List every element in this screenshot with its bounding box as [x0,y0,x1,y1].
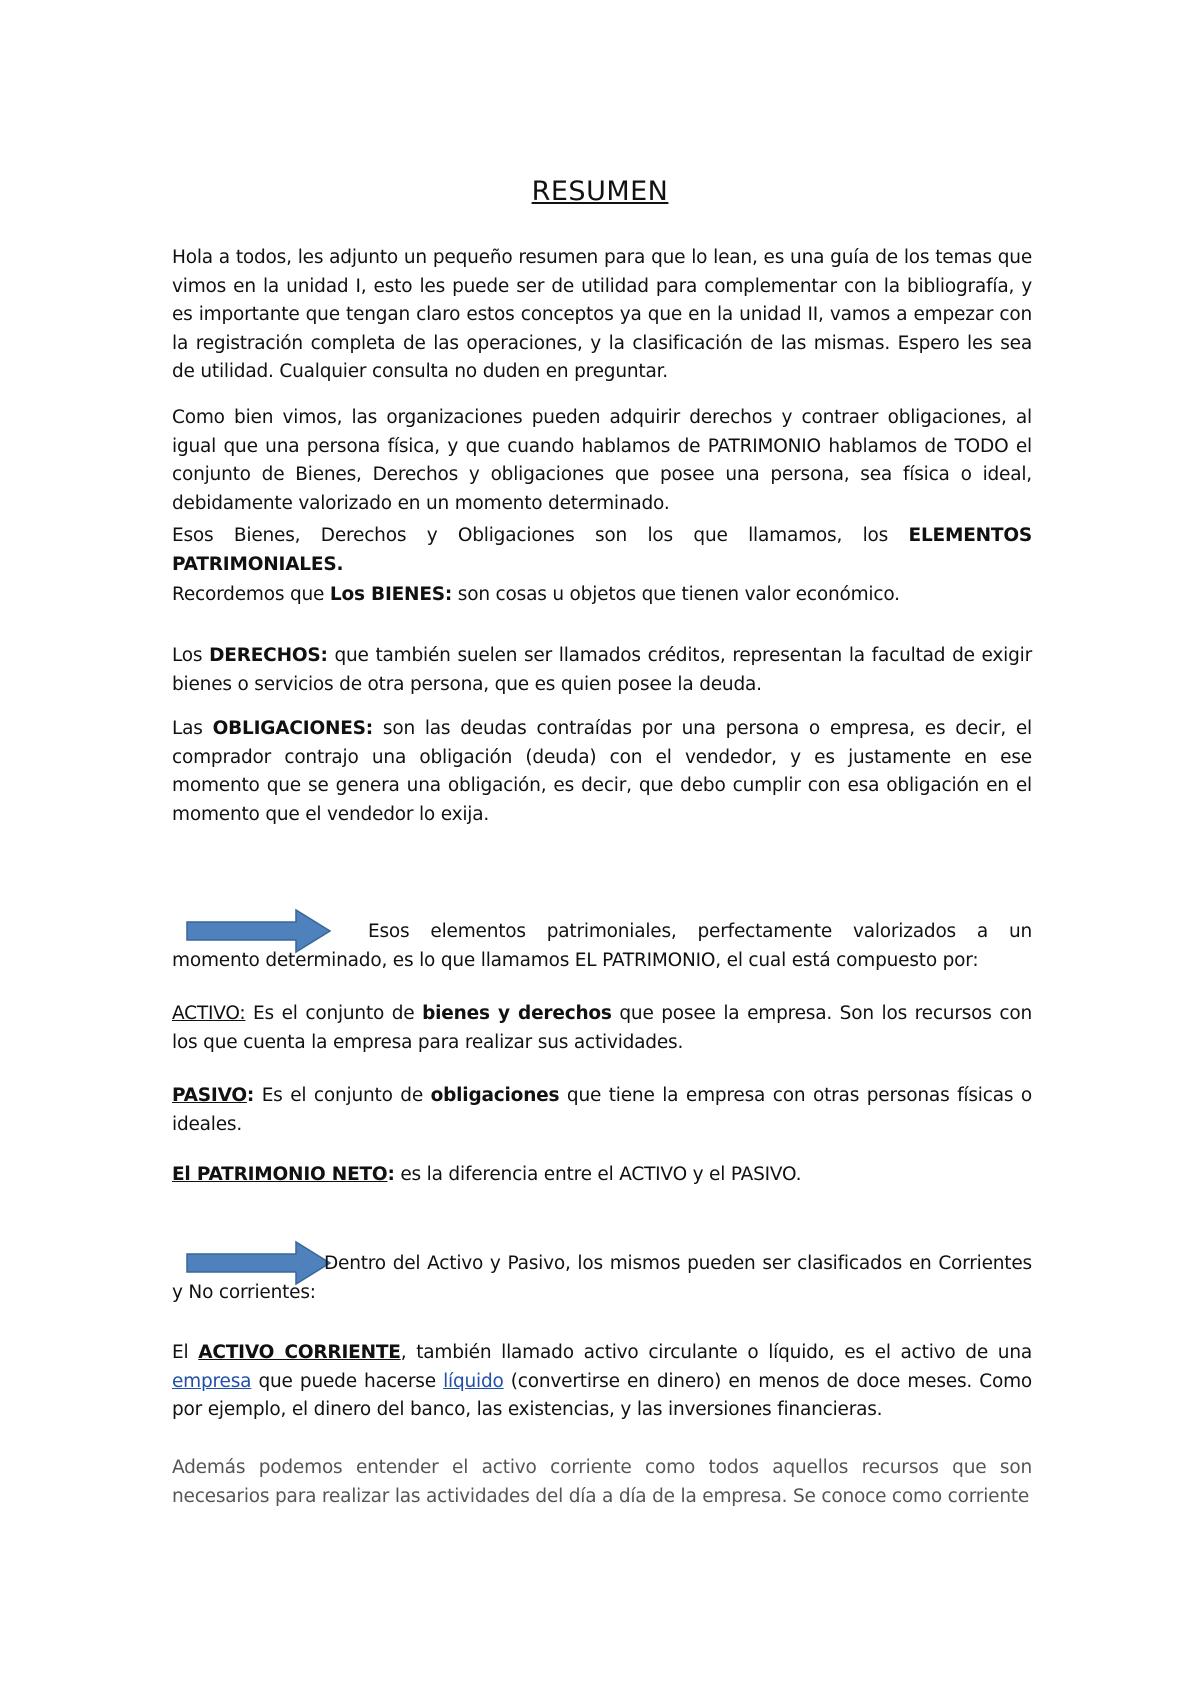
activo-rest: que posee la empresa. Son los recursos con los que cuenta la empresa para realizar sus actividades. [172,1003,1032,1053]
empresa-link[interactable]: empresa [172,1370,252,1392]
activo-bold: bienes y derechos [422,1003,612,1024]
activo-corriente-rest: (convertirse en dinero) en menos de doce meses. Como por ejemplo, el dinero del banco, las existencias, y las inversiones financieras. [172,1370,1033,1420]
patrimonio-neto-colon: : [387,1164,395,1185]
pasivo-colon: : [246,1085,255,1106]
activo-paragraph [172,1000,1032,1057]
patrimonio-def-paragraph: Esos elementos patrimoniales, perfectamente valorizados a un momento determinado, es lo que llamamos EL PATRIMONIO, el cual está compuesto por: [172,921,1032,971]
bienes-rest: son cosas u objetos que tienen valor económico. [452,584,900,605]
bienes-paragraph [172,581,1032,610]
obligaciones-pre: Las [172,718,213,739]
bienes-bold: Los BIENES: [329,584,453,605]
obligaciones-rest: son las deudas contraídas por una persona o empresa, es decir, el comprador contrajo una obligación (deuda) con el vendedor, y es justamente en ese momento que se genera una obligación, es decir, que debo cumplir con esa obligación en el momento que el vendedor lo exija. [172,718,1032,825]
derechos-paragraph [172,642,1032,699]
patrimonio-neto-rest: es la diferencia entre el ACTIVO y el PASIVO. [394,1164,802,1185]
activo-corriente-pre: El [172,1342,199,1363]
patrimonio-intro-paragraph: Como bien vimos, las organizaciones pueden adquirir derechos y contraer obligaciones, al igual que una persona física, y que cuando hablamos de PATRIMONIO hablamos de TODO el conjunto de Bienes, Derechos y obligaciones que posee una persona, sea física o ideal, debidamente valorizado en un momento determinado. [172,407,1032,514]
activo-corriente-label: ACTIVO CORRIENTE [198,1342,401,1363]
intro-paragraph: Hola a todos, les adjunto un pequeño resumen para que lo lean, es una guía de los temas que vimos en la unidad I, esto les puede ser de utilidad para complementar con la bibliografía, y es importante que tengan claro estos conceptos ya que en la unidad II, vamos a empezar con la registración completa de las operaciones, y la clasificación de las mismas. Espero les sea de utilidad. Cualquier consulta no duden en preguntar. [172,247,1032,382]
elementos-bold: ELEMENTOS PATRIMONIALES. [172,525,1032,575]
pasivo-paragraph [172,1082,1032,1139]
activo-label: ACTIVO: [172,1003,246,1024]
derechos-bold: DERECHOS: [209,645,328,666]
ademas-paragraph: Además podemos entender el activo corriente como todos aquellos recursos que son necesarios para realizar las actividades del día a día de la empresa. Se conoce como corriente [172,1457,1032,1507]
elementos-paragraph [172,522,1032,579]
activo-corriente-paragraph [172,1339,1032,1425]
pasivo-rest: que tiene la empresa con otras personas físicas o ideales. [172,1085,1032,1135]
patrimonio-neto-label: El PATRIMONIO NETO [172,1164,388,1185]
bienes-pre: Recordemos que [172,584,330,605]
elementos-text: Esos Bienes, Derechos y Obligaciones son los que llamamos, los [172,525,909,546]
obligaciones-paragraph [172,715,1032,829]
pasivo-bold: obligaciones [430,1085,560,1106]
patrimonio-neto-paragraph [172,1161,1032,1190]
activo-corriente-mid2: que puede hacerse [251,1370,444,1392]
obligaciones-bold: OBLIGACIONES: [212,718,374,739]
liquido-link[interactable]: líquido [443,1370,504,1392]
derechos-pre: Los [172,645,210,666]
derechos-rest: que también suelen ser llamados créditos, representan la facultad de exigir bienes o servicios de otra persona, que es quien posee la deuda. [172,645,1032,695]
pasivo-pre: Es el conjunto de [254,1085,431,1106]
page-title: RESUMEN [531,176,669,207]
activo-pre: Es el conjunto de [245,1003,423,1024]
clasificacion-paragraph: Dentro del Activo y Pasivo, los mismos pueden ser clasificados en Corrientes y No corrientes: [172,1253,1032,1303]
activo-corriente-mid1: , también llamado activo circulante o líquido, es el activo de una [400,1342,1032,1363]
pasivo-label: PASIVO [172,1085,247,1106]
